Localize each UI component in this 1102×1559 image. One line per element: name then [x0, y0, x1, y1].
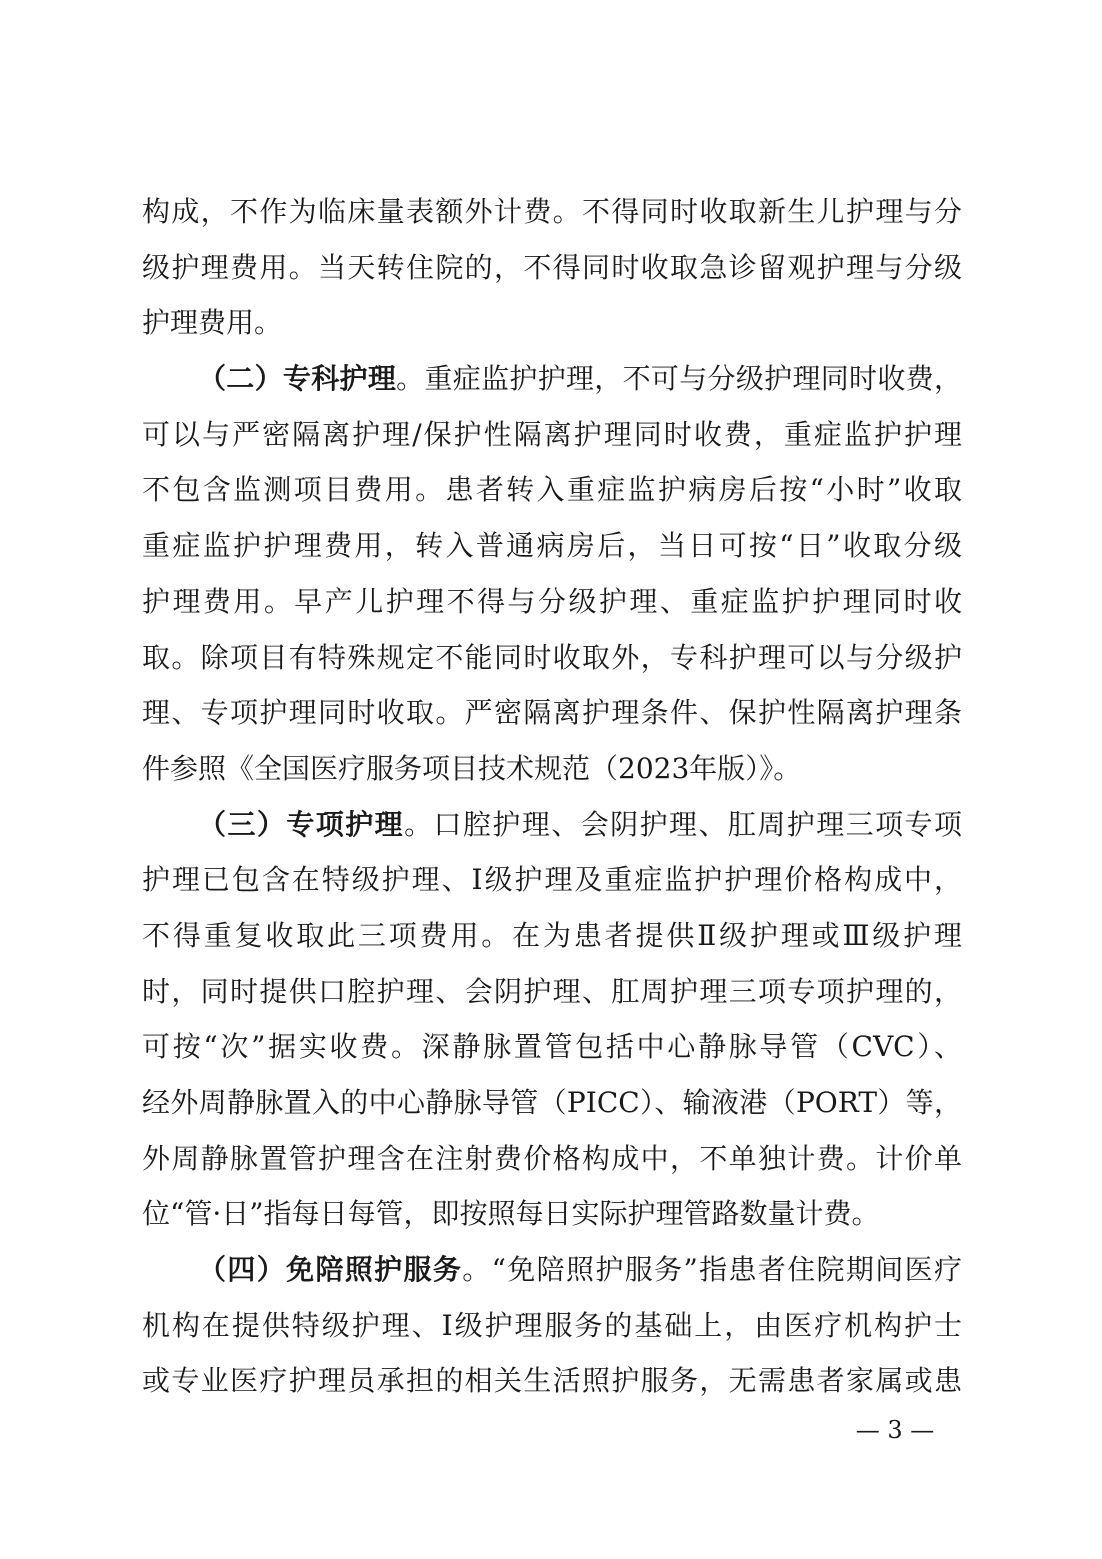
body-line: 取。除项目有特殊规定不能同时收取外，专科护理可以与分级护 — [142, 640, 962, 674]
paragraph-first-line — [142, 797, 962, 853]
body-line: 外周静脉置管护理含在注射费价格构成中，不单独计费。计价单 — [142, 1141, 962, 1175]
body-line: 件参照《全国医疗服务项目技术规范（2023年版）》。 — [142, 751, 802, 785]
document-body — [142, 184, 962, 1409]
section-heading-escort-free-care: （四）免陪照护服务 — [198, 1253, 463, 1287]
body-line: 或专业医疗护理员承担的相关生活照护服务，无需患者家属或患 — [142, 1364, 962, 1398]
heading-rest-text: 。“免陪照护服务”指患者住院期间医疗 — [462, 1253, 962, 1287]
body-line: 不包含监测项目费用。患者转入重症监护病房后按“小时”收取 — [142, 473, 962, 507]
heading-rest-text: 。重症监护护理，不可与分级护理同时收费， — [396, 362, 962, 396]
body-line: 级护理费用。当天转住院的，不得同时收取急诊留观护理与分级 — [142, 250, 962, 284]
body-line: 位“管·日”指每日每管，即按照每日实际护理管路数量计费。 — [142, 1197, 880, 1231]
section-heading-specialty-nursing: （二）专科护理 — [198, 362, 397, 396]
paragraph-first-line — [142, 1242, 962, 1298]
body-line: 可按“次”据实收费。深静脉置管包括中心静脉导管（CVC）、 — [142, 1030, 962, 1064]
body-line: 护理费用。早产儿护理不得与分级护理、重症监护护理同时收 — [142, 584, 962, 618]
body-line: 时，同时提供口腔护理、会阴护理、肛周护理三项专项护理的， — [142, 974, 962, 1008]
body-line: 重症监护护理费用，转入普通病房后，当日可按“日”收取分级 — [142, 529, 962, 563]
body-line: 经外周静脉置入的中心静脉导管（PICC）、输液港（PORT）等， — [142, 1086, 962, 1119]
body-line: 理、专项护理同时收取。严密隔离护理条件、保护性隔离护理条 — [142, 696, 962, 730]
body-line: 构成，不作为临床量表额外计费。不得同时收取新生儿护理与分 — [142, 195, 962, 228]
paragraph-first-line — [142, 351, 962, 407]
body-line: 护理费用。 — [142, 306, 283, 340]
heading-rest-text: 。口腔护理、会阴护理、肛周护理三项专项 — [404, 807, 962, 841]
body-line: 机构在提供特级护理、Ⅰ级护理服务的基础上，由医疗机构护士 — [142, 1308, 962, 1342]
section-heading-special-items-nursing: （三）专项护理 — [198, 807, 405, 841]
page-number: — 3 — — [855, 1416, 935, 1444]
body-line: 不得重复收取此三项费用。在为患者提供Ⅱ级护理或Ⅲ级护理 — [142, 918, 962, 952]
body-line: 可以与严密隔离护理/保护性隔离护理同时收费，重症监护护理 — [142, 417, 962, 451]
body-line: 护理已包含在特级护理、Ⅰ级护理及重症监护护理价格构成中， — [142, 863, 962, 897]
